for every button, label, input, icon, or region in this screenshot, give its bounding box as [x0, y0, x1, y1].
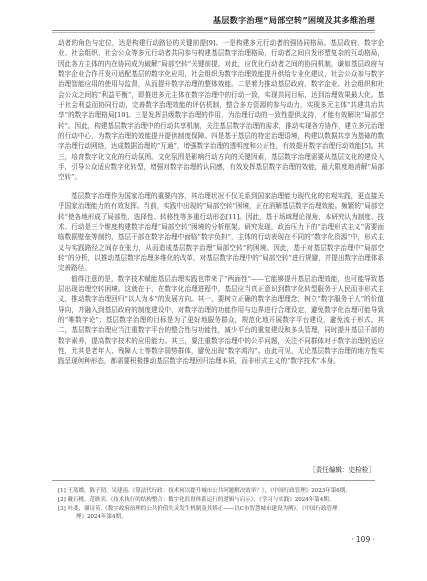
footnote-2: [2] 戴石桃，范耿宾.《技术执行的结构整合：数字化监督体系运行的逻辑与启示》，《学习与实践》2024年第4期。: [58, 496, 335, 503]
responsible-editor: ［责任编辑：史检检］: [309, 466, 375, 474]
header-rule: [52, 30, 375, 31]
footnote-3-continuation: 理》2024年第4期。: [76, 514, 127, 521]
running-header-title: 基层数字治理“局部空转”困境及其多维治理: [212, 15, 375, 25]
page-number: · 109 ·: [351, 535, 375, 544]
header-rule-secondary: [52, 32, 375, 33]
body-paragraph-3: 值得注意的是，数字技术赋能基层治理实践也带来了“两面性”——它能够提升基层治理效能，也可能导致基层出现治理空转困境。这就在于，在数字化治理进程中，基层应当真正意识到数字化转型服务于人民而非形式主义，推动数字治理回归“以人为本”的发展方向。其一，要树立正确的数字治理理念，树立“数字服务于人”的价值导向，并融入到基层政府的制度建设中，对数字治理的功能作用与边界进行合理设定，避免数字化治理可能导致的“唯数字论”；基层数字治理的目标是为了更好地服务群众，规范化地开展数字平台建设，避免流于形式。其二，基层数字治理应当注重数字平台的整合性与功能性，减少平台的重复建设和多头管理，同时提升基层干部的数字素养，提高数字技术的应用能力。其三，要注重数字治理中的公平问题，关注不同群体对于数字治理的适应性，尤其是老年人、残障人士等数字弱势群体，避免出现“数字鸿沟”。由此可见，无论基层数字治理的地方性实践呈现何种形态，都需要积极推动基层数字治理回归治理本质，而非形式主义的“数字技术”本身。: [58, 274, 384, 366]
footnote-rule: [52, 480, 375, 481]
body-paragraph-1: 动者的角色与定位，达是构建行动路径的关键前提[9]。一是构建多元行动者的强协同格局。基层政府、数字企业、社会组织、社会公众等多元行动者共同参与构建基层数字治理格局，行动者之间自发形塑复杂的互动格局，因此各方主体的内在协同成为破解“局部空转”关键前提。对此，应优化行动者之间的协同机制，谦如基层政府与数字企业合作开发可适配基层的数字化应用，社会组织为数字治理效能提升供给专业化建议，社会公众参与数字治理智能应用的使用与监督，从而提升数字治理的整体效能。二是着力推动基层政府、数字企业、社会组织和社会公众之间的“利益平衡”，即推进多元主体在数字治理中的行动一致，实现共同目标，达到治理效果最大化。基于社会利益而协同行动，完善数字治理效能的评估机制，整合多方资源的参与动力，实现多元主体“共建共治共享”的数字治理格局[10]。三是发挥县级数字治理的作用，为治理行动的一致性提供支持，才能有效解决“局部空转”。因此，构建基层数字治理中的行动共享机制，关注基层数字治理的需求，推动实现各方协作，建立多元治理的行动中心，为数字治理的效能提升提供制度保障。四是基于基层的特定治理语境，构建以数据共享为基础的数字治理行动网络，达成数据治理的“互通”，增强数字治理的透明度和公正性，有效提升数字治理行动效能[5]。其三，培育数字化文化的行动氛围。文化氛围是影响行动方向的关键因素，基层数字治理需要从基层文化的建设入手，引导公众适应数字化转型，增强对数字治理的认同感，有效发挥基层数字治理的效能，最大限度地消解“局部空转”。: [58, 39, 384, 182]
body-paragraph-2: 基层数字治理作为国家治理的重要内容，其治理状况不仅关系到国家治理能力现代化的宏观实践，更直接关乎国家治理能力的有效发挥。当前，实践中出现的“局部空转”困境，正在消解基层数字治理效能。频繁的“局部空转”使各地形成了局部性、选择性、转移性等多重行动形态[11]。因此，基于场域理论视角，本研究认为制度、技术、行动是三个维度构建数字治理“局部空转”困境的分析框架。研究发现，政治压力下的“治理形式主义”需要面临数据壁垒等制约，基层干部在数字治理中面临“数字负担”，主体的行动表现在不同的“数字化资源”中，形式主义与实践路径之间存在张力，从而造成基层数字治理“局部空转”的困境。因此，基于对基层数字治理中“局部空转”的分析，以推动基层数字治理多维化的改革，对基层数字治理中的“局部空转”进行规避，并提出数字治理体系完善路径。: [58, 191, 384, 273]
article-body: [58, 38, 384, 367]
footnote-3: [3] 叶斐，谢诗英.《数字政府治理的公共价值失灵发生机制及其矫正——以C市智慧城市建设为例》，《中国行政管理: [58, 505, 338, 512]
footnotes: [58, 487, 378, 522]
footnote-1: [1] 王蓝嫦，陈子韧，吴建南.《算法代行政：技术何以提升城市公共问题解决效率？》，《中国行政管理》2023年第6期。: [58, 488, 351, 494]
